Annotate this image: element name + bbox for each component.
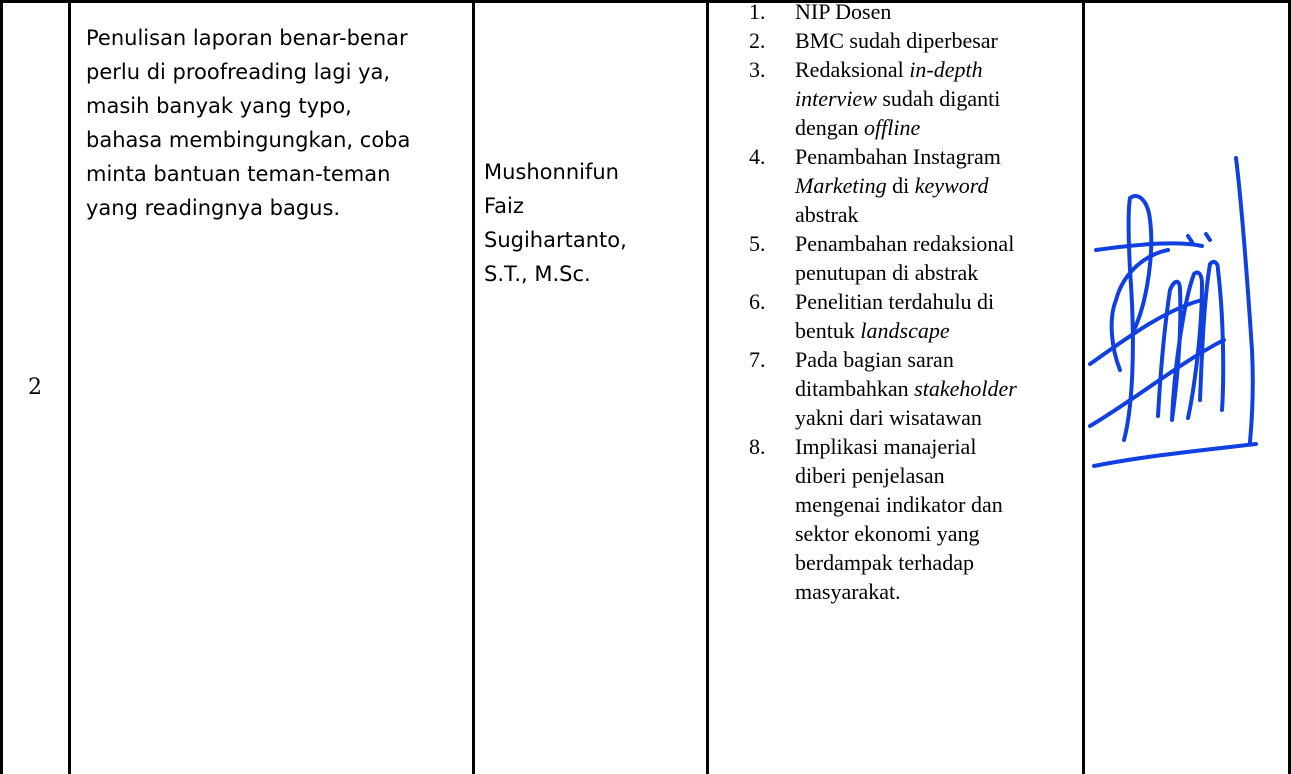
revision-text-line: Penelitian terdahulu di (795, 289, 995, 314)
revision-text-line: bentuk landscape (795, 318, 950, 343)
revision-item (714, 0, 1084, 26)
revision-text-line: NIP Dosen (795, 0, 892, 24)
revision-number: 6. (749, 289, 766, 314)
revision-text-line: interview sudah diganti (795, 86, 1001, 111)
revision-number: 1. (749, 0, 766, 24)
comment-line: minta bantuan teman-teman (86, 162, 391, 186)
row-number: 2 (28, 374, 42, 400)
lecturer-name-line: Mushonnifun (484, 160, 619, 184)
comment-line: bahasa membingungkan, coba (86, 128, 411, 152)
column-divider-3 (706, 0, 709, 774)
revision-text-line: mengenai indikator dan (795, 492, 1003, 517)
comment-line: Penulisan laporan benar-benar (86, 26, 408, 50)
revision-text-line: ditambahkan stakeholder (795, 376, 1017, 401)
revision-number: 8. (749, 434, 766, 459)
revision-item (714, 432, 1084, 606)
table-top-border (0, 0, 1291, 3)
revision-number: 4. (749, 144, 766, 169)
comment-line: yang readingnya bagus. (86, 196, 341, 220)
revision-text-line: diberi penjelasan (795, 463, 945, 488)
revision-text-line: Penambahan redaksional (795, 231, 1015, 256)
lecturer-name-cell (484, 155, 704, 291)
revision-text-line: Implikasi manajerial (795, 434, 977, 459)
revision-text-line: BMC sudah diperbesar (795, 28, 998, 53)
revision-number: 7. (749, 347, 766, 372)
revision-text-line: Penambahan Instagram (795, 144, 1001, 169)
revision-text-line: masyarakat. (795, 579, 901, 604)
revision-text-line: yakni dari wisatawan (795, 405, 982, 430)
lecturer-name-line: Sugihartanto, (484, 228, 627, 252)
revision-number: 5. (749, 231, 766, 256)
revision-item (714, 55, 1084, 142)
revision-text-line: Marketing di keyword (795, 173, 989, 198)
revision-item (714, 142, 1084, 229)
lecturer-name-line: S.T., M.Sc. (484, 262, 591, 286)
revision-number: 2. (749, 28, 766, 53)
revision-text-line: Redaksional in-depth (795, 57, 983, 82)
comment-cell (86, 21, 476, 225)
revision-text-line: dengan offline (795, 115, 921, 140)
revision-item (714, 287, 1084, 345)
comment-line: perlu di proofreading lagi ya, (86, 60, 391, 84)
revision-text-line: Pada bagian saran (795, 347, 954, 372)
comment-line: masih banyak yang typo, (86, 94, 352, 118)
revision-text-line: berdampak terhadap (795, 550, 974, 575)
revision-text-line: sektor ekonomi yang (795, 521, 980, 546)
revision-text-line: abstrak (795, 202, 859, 227)
revision-item (714, 345, 1084, 432)
revision-number: 3. (749, 57, 766, 82)
handwritten-signature (1084, 150, 1264, 480)
revision-text-line: penutupan di abstrak (795, 260, 979, 285)
revision-item (714, 26, 1084, 55)
lecturer-name-line: Faiz (484, 194, 524, 218)
revision-list (714, 0, 1084, 606)
revision-item (714, 229, 1084, 287)
